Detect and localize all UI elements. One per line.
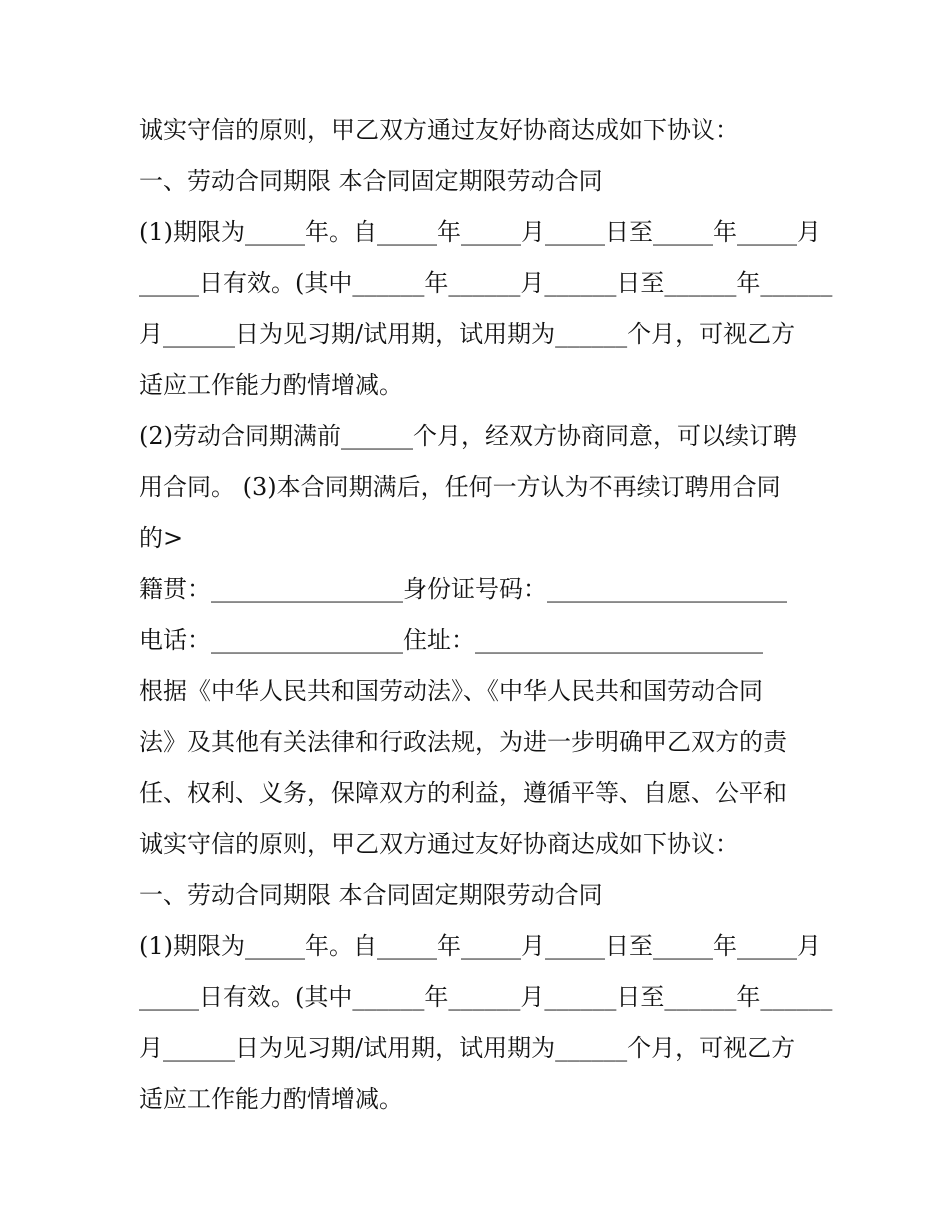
text-line-renewal: (2)劳动合同期满前______个月，经双方协商同意，可以续订聘 — [139, 422, 797, 450]
document-body — [139, 105, 833, 1125]
text-line-phone-address: 电话：________________住址：________________________ — [139, 626, 763, 654]
text-line-term-effective-repeat: _____日有效。(其中______年______月______日至______年______ — [139, 983, 833, 1011]
text-line-expiry: 用合同。 (3)本合同期满后，任何一方认为不再续订聘用合同 — [139, 473, 781, 501]
text-line-adjust: 适应工作能力酌情增减。 — [139, 371, 403, 399]
text-line-fragment: 的> — [139, 524, 184, 552]
text-line-legal-basis-3: 任、权利、义务，保障双方的利益，遵循平等、自愿、公平和 — [139, 779, 787, 807]
text-line-adjust-repeat: 适应工作能力酌情增减。 — [139, 1085, 403, 1113]
text-line-probation: 月______日为见习期/试用期，试用期为______个月，可视乙方 — [139, 320, 796, 348]
text-line-principle-repeat: 诚实守信的原则，甲乙双方通过友好协商达成如下协议： — [139, 830, 739, 858]
text-line-principle: 诚实守信的原则，甲乙双方通过友好协商达成如下协议： — [139, 116, 739, 144]
text-line-term-heading-repeat: 一、劳动合同期限 本合同固定期限劳动合同 — [139, 881, 603, 909]
text-line-probation-repeat: 月______日为见习期/试用期，试用期为______个月，可视乙方 — [139, 1034, 796, 1062]
text-line-term-period-repeat: (1)期限为_____年。自_____年_____月_____日至_____年_____月 — [139, 932, 821, 960]
text-line-term-period: (1)期限为_____年。自_____年_____月_____日至_____年_____月 — [139, 218, 821, 246]
text-line-legal-basis-1: 根据《中华人民共和国劳动法》、《中华人民共和国劳动合同 — [139, 677, 763, 705]
text-line-origin-id: 籍贯：________________身份证号码：____________________ — [139, 575, 787, 603]
text-line-term-heading: 一、劳动合同期限 本合同固定期限劳动合同 — [139, 167, 603, 195]
text-line-term-effective: _____日有效。(其中______年______月______日至______年______ — [139, 269, 833, 297]
text-line-legal-basis-2: 法》及其他有关法律和行政法规，为进一步明确甲乙双方的责 — [139, 728, 787, 756]
